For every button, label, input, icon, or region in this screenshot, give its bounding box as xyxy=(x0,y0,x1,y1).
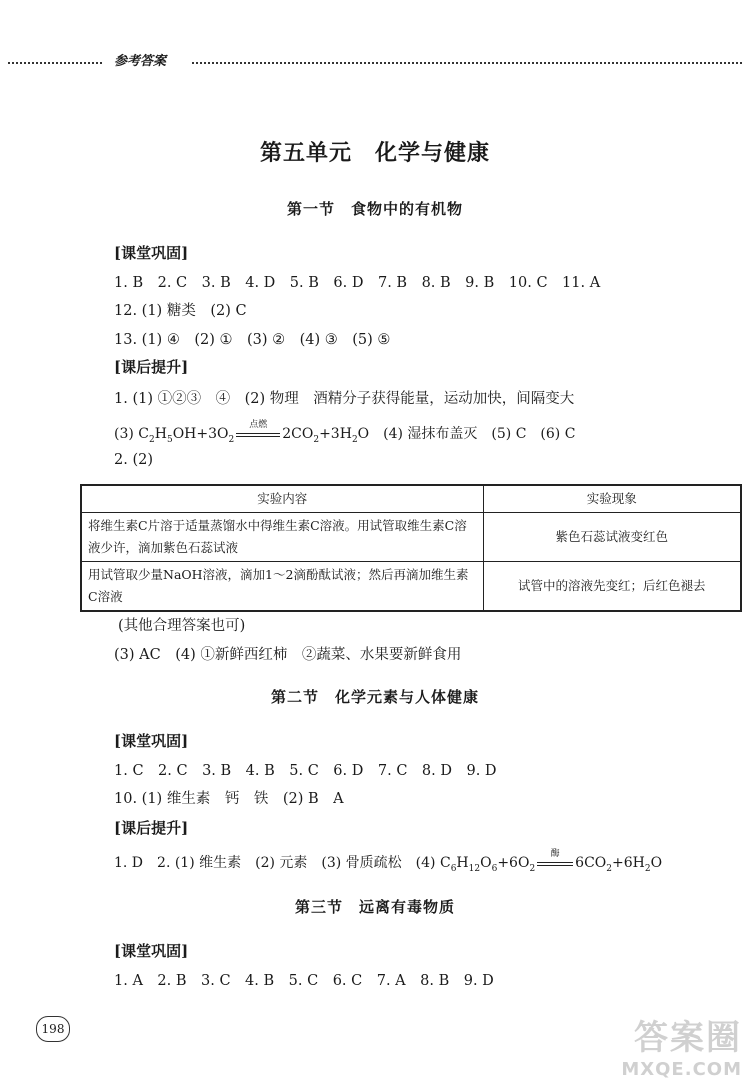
section-1-after-line-4: (3) AC (4) ①新鲜西红柿 ②蔬菜、水果要新鲜食用 xyxy=(114,647,462,663)
reaction-arrow-icon: 酶 xyxy=(535,856,575,870)
reaction-arrow-icon: 点燃 xyxy=(234,427,282,441)
section-1-class-line-2: 12. (1) 糖类 (2) C xyxy=(114,303,247,319)
section-1-note: (其他合理答案也可) xyxy=(118,618,246,634)
watermark-line-1: 答案圈 xyxy=(634,1018,742,1058)
header-rule-right xyxy=(192,62,742,64)
section-2-class-line-2: 10. (1) 维生素 钙 铁 (2) B A xyxy=(114,791,344,807)
table-row xyxy=(81,562,741,612)
section-1-class-line-1: 1. B 2. C 3. B 4. D 5. B 6. D 7. B 8. B 9. B 10. C 11. A xyxy=(114,275,601,291)
table-row xyxy=(81,513,741,562)
watermark-line-2: MXQE.COM xyxy=(621,1059,742,1080)
table-header-result: 实验现象 xyxy=(483,485,741,513)
table-header-content: 实验内容 xyxy=(81,485,483,513)
table-cell-content: 将维生素C片溶于适量蒸馏水中得维生素C溶液。用试管取维生素C溶液少许，滴加紫色石蕊试液 xyxy=(81,513,483,562)
section-2-class-line-1: 1. C 2. C 3. B 4. B 5. C 6. D 7. C 8. D 9. D xyxy=(114,763,497,779)
glucose-oxidation-equation: 1. D 2. (1) 维生素 (2) 元素 (3) 骨质疏松 (4) $C_6H_{12}O_6+6O_2$ 酶 $6CO_2+6H_2O$ xyxy=(114,849,663,874)
section-1-after-line-1: 1. (1) ①②③ ④ (2) 物理 酒精分子获得能量，运动加快，间隔变大 xyxy=(114,391,575,407)
header-rule-left xyxy=(8,62,102,64)
section-1-title: 第一节 食物中的有机物 xyxy=(286,200,463,218)
page-number: 198 xyxy=(36,1016,70,1042)
section-2-title: 第二节 化学元素与人体健康 xyxy=(270,688,479,706)
experiment-table xyxy=(80,484,742,612)
section-2-after-label: [课后提升] xyxy=(114,819,189,837)
section-1-class-label: [课堂巩固] xyxy=(114,244,189,262)
table-cell-content: 用试管取少量NaOH溶液，滴加1～2滴酚酞试液；然后再滴加维生素C溶液 xyxy=(81,562,483,612)
section-2-class-label: [课堂巩固] xyxy=(114,732,189,750)
section-1-after-line-3: 2. (2) xyxy=(114,452,153,468)
header-label: 参考答案 xyxy=(114,54,167,69)
section-1-after-label: [课后提升] xyxy=(114,358,189,376)
watermark xyxy=(621,1010,742,1080)
section-1-class-line-3: 13. (1) ④ (2) ① (3) ② (4) ③ (5) ⑤ xyxy=(114,332,391,348)
table-cell-result: 紫色石蕊试液变红色 xyxy=(483,513,741,562)
unit-title: 第五单元 化学与健康 xyxy=(259,141,490,166)
ethanol-combustion-equation: (3) $C_2H_5OH+3O_2$ 点燃 $2CO_2+3H_2O$ (4) 湿抹布盖灭 (5) C (6) C xyxy=(114,420,576,445)
section-3-class-label: [课堂巩固] xyxy=(114,942,189,960)
table-cell-result: 试管中的溶液先变红；后红色褪去 xyxy=(483,562,741,612)
section-3-title: 第三节 远离有毒物质 xyxy=(294,898,455,916)
section-3-class-line-1: 1. A 2. B 3. C 4. B 5. C 6. C 7. A 8. B 9. D xyxy=(114,973,494,989)
